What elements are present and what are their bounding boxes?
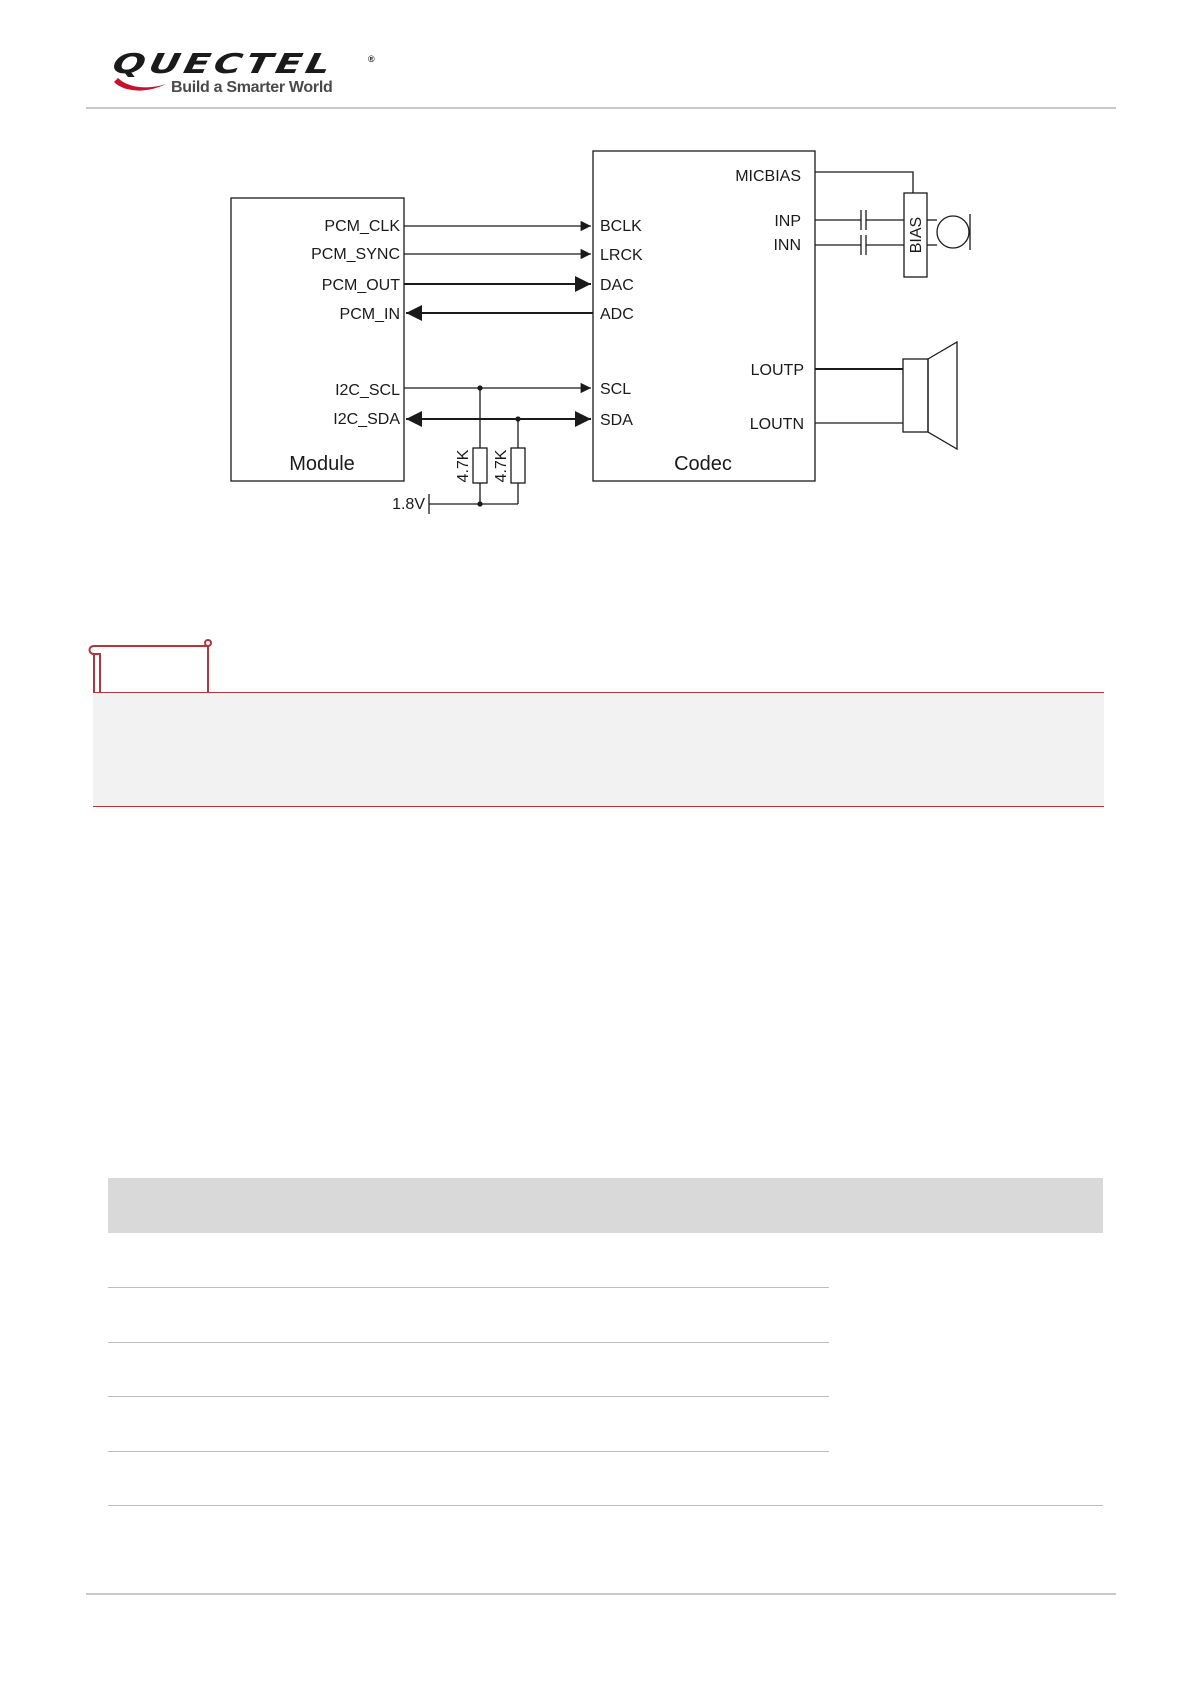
junction-scl <box>477 385 482 390</box>
pin-bclk: BCLK <box>600 218 642 235</box>
pin-micbias: MICBIAS <box>735 168 801 185</box>
speaker-icon <box>928 342 957 449</box>
resistor-label-2: 4.7K <box>493 449 510 483</box>
note-scroll-icon <box>86 636 216 698</box>
wire-micbias <box>815 172 913 193</box>
pin-pcm-clk: PCM_CLK <box>324 218 400 235</box>
table-bottom-rule <box>108 1505 1103 1506</box>
pin-sda: SDA <box>600 412 633 429</box>
page-header <box>0 0 1190 112</box>
logo-registered-mark: ® <box>368 54 375 64</box>
quectel-logo <box>109 47 375 96</box>
pin-scl: SCL <box>600 381 632 398</box>
junction-sda <box>515 416 520 421</box>
pin-lrck: LRCK <box>600 247 643 264</box>
pin-inn: INN <box>773 237 801 254</box>
module-box <box>231 198 404 481</box>
module-title: Module <box>289 453 355 475</box>
speaker-body <box>903 359 928 432</box>
table-header <box>108 1178 1103 1233</box>
table-row <box>108 1287 829 1288</box>
resistor-sda <box>511 448 525 483</box>
bias-label: BIAS <box>908 216 925 254</box>
table-row <box>108 1396 829 1397</box>
pin-i2c-sda: I2C_SDA <box>333 411 400 428</box>
table-row <box>108 1342 829 1343</box>
supply-label: 1.8V <box>392 496 425 513</box>
pin-loutp: LOUTP <box>750 362 804 379</box>
note-box <box>93 692 1104 807</box>
footer-divider <box>86 1593 1116 1595</box>
pin-i2c-scl: I2C_SCL <box>335 382 400 399</box>
pin-pcm-sync: PCM_SYNC <box>311 246 400 263</box>
pin-adc: ADC <box>600 306 634 323</box>
codec-title: Codec <box>674 453 732 475</box>
pin-pcm-out: PCM_OUT <box>321 277 400 294</box>
junction-supply <box>477 501 482 506</box>
logo-wordmark: QUECTEL <box>109 47 338 80</box>
pin-pcm-in: PCM_IN <box>339 306 400 323</box>
resistor-label-1: 4.7K <box>455 449 472 483</box>
codec-connection-diagram <box>0 140 1190 520</box>
microphone-icon <box>937 216 969 248</box>
header-divider <box>86 107 1116 109</box>
pin-dac: DAC <box>600 277 634 294</box>
pin-inp: INP <box>774 213 801 230</box>
logo-tagline: Build a Smarter World <box>171 79 333 96</box>
resistor-scl <box>473 448 487 483</box>
table-row <box>108 1451 829 1452</box>
pin-loutn: LOUTN <box>749 416 804 433</box>
